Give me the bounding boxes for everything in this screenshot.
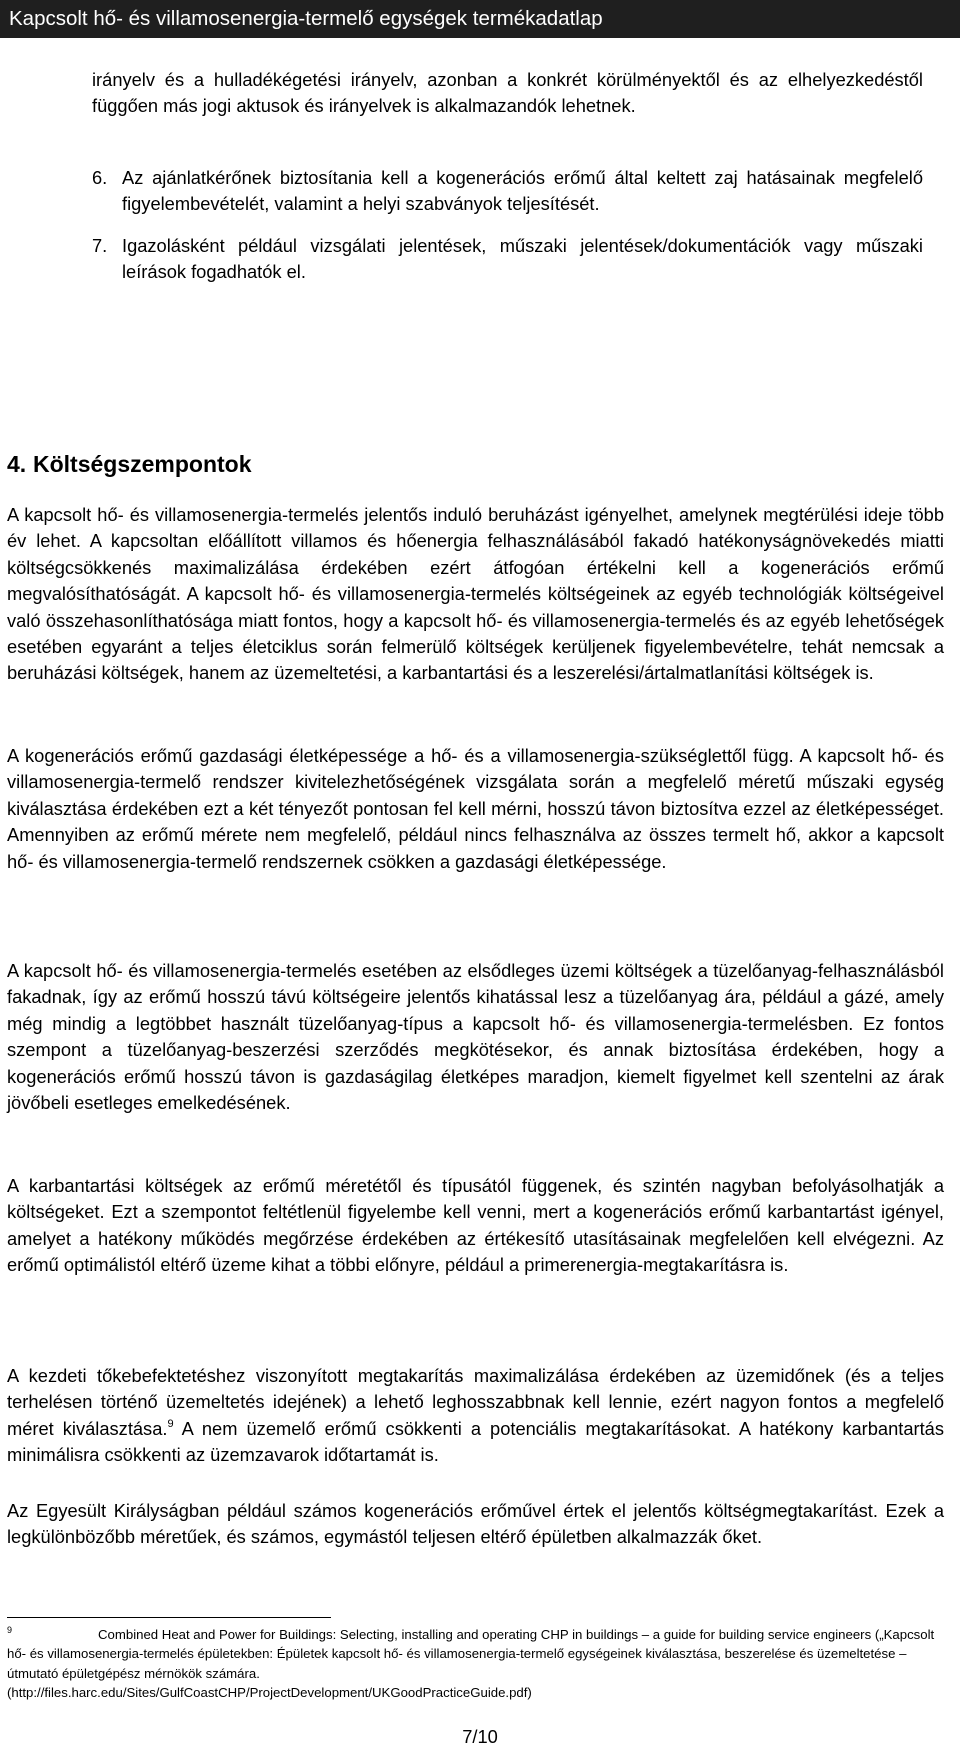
page-number: 7/10 (462, 1726, 498, 1747)
paragraph: Az Egyesült Királyságban például számos kogenerációs erőművel értek el jelentős költségmegtakarítást. Ezek a legkülönbözőbb méretűek, és számos, egymástól teljesen eltérő épületben alkalmazzák őket. (7, 1500, 944, 1548)
paragraph (0, 1363, 960, 1469)
footnote-divider (7, 1617, 331, 1618)
list-item (0, 165, 960, 218)
section-number: 4. (7, 451, 27, 477)
section-title: Költségszempontok (33, 451, 252, 477)
paragraph: A kogenerációs erőmű gazdasági életképessége a hő- és a villamosenergia-szükséglettől függ. A kapcsolt hő- és villamosenergia-termelő rendszer kivitelezhetőségének vizsgálata során a megfelelő méretű műszaki egység kiválasztása érdekében ezt a két tényezőt pontosan fel kell mérni, hosszú távon biztosítva ezzel az életképességet. Amennyiben az erőmű mérete nem megfelelő, például nincs felhasználva az összes termelt hő, akkor a kapcsolt hő- és villamosenergia-termelő rendszernek csökken a gazdasági életképessége. (7, 745, 944, 872)
paragraph: A karbantartási költségek az erőmű méretétől és típusától függenek, és szintén nagyban befolyásolhatják a költségeket. Ezt a szempontot feltétlenül figyelembe kell venni, mert a kogenerációs erőmű karbantartást igényel, amelyet a hatékony működés megőrzése érdekében az értékesítő utasításainak megfelelően kell elvégezni. Az erőmű optimálistól eltérő üzeme kihat a többi előnyre, például a primerenergia-megtakarításra is. (7, 1175, 944, 1276)
paragraph-text: A nem üzemelő erőmű csökkenti a potenciális megtakarításokat. A hatékony karbantartás minimálisra csökkenti az üzemzavarok időtartamát is. (7, 1417, 944, 1466)
list-item-text: Az ajánlatkérőnek biztosítania kell a kogenerációs erőmű által keltett zaj hatásainak megfelelő figyelembevételét, valamint a helyi szabványok teljesítését. (122, 167, 923, 215)
footnote-reference[interactable]: 9 (167, 1417, 174, 1430)
paragraph-text: A kezdeti tőkebefektetéshez viszonyított megtakarítás maximalizálása érdekében az üzemidőnek (és a teljes terhelésen történő üzemeltetés idejének) a lehető leghosszabbnak kell lennie, ezért nagyon fontos a megfelelő méret kiválasztása. (7, 1365, 944, 1439)
list-continuation: irányelv és a hulladékégetési irányelv, azonban a konkrét körülményektől és az elhelyezkedéstől függően más jogi aktusok és irányelvek is alkalmazandók lehetnek. (92, 69, 923, 117)
section-heading (7, 449, 252, 479)
paragraph: A kapcsolt hő- és villamosenergia-termelés esetében az elsődleges üzemi költségek a tüzelőanyag-felhasználásból fakadnak, így az erőmű hosszú távú költségeire jelentős kihatással lesz a tüzelőanyag ára, például a gázé, amely még mindig a legtöbbet használt tüzelőanyag-típus a kapcsolt hő- és villamosenergia-termelésben. Ez fontos szempont a tüzelőanyag-beszerzési szerződés megkötésekor, és annak biztosítása érdekében, hogy a kogenerációs erőmű hosszú távon is gazdaságilag életképes maradjon, kiemelt figyelmet kell szentelni az árak jövőbeli esetleges emelkedésének. (7, 960, 944, 1114)
list-item-text: Igazolásként például vizsgálati jelentések, műszaki jelentések/dokumentációk vagy műszaki leírások fogadhatók el. (122, 235, 923, 283)
footnote-url[interactable]: (http://files.harc.edu/Sites/GulfCoastCHP/ProjectDevelopment/UKGoodPracticeGuide.pdf) (7, 1684, 532, 1700)
list-item-number: 7. (92, 235, 108, 256)
list-item (0, 233, 960, 286)
document-header (0, 0, 960, 38)
paragraph: A kapcsolt hő- és villamosenergia-termelés jelentős induló beruházást igényelhet, amelynek megtérülési ideje több év lehet. A kapcsoltan előállított villamos és hőenergia felhasználásából fakadó hatékonyságnövekedés miatti költségcsökkenés maximalizálása érdekében ezért átfogóan értékelni kell a kogenerációs erőmű megvalósíthatóságát. A kapcsolt hő- és villamosenergia-termelés költségeinek az egyéb technológiák költségeivel való összehasonlíthatósága miatt fontos, hogy a kapcsolt hő- és villamosenergia-termelés és az egyéb lehetőségek esetében egyaránt a teljes életciklus során felmerülő költségek kerüljenek figyelembevételre, tehát nemcsak a beruházási költségek, hanem az üzemeltetési, a karbantartási és a leszerelési/ártalmatlanítási költségek is. (7, 504, 944, 684)
list-item-number: 6. (92, 167, 108, 188)
footnote-text: Combined Heat and Power for Buildings: Selecting, installing and operating CHP in buildings – a guide for building service engineers („Kapcsolt hő- és villamosenergia-termelés épületekben: Épületek kapcsolt hő- és villamosenergia-termelő egységeinek kiválasztása, beszerelése és üzemeltetése – útmutató épületgépész mérnökök számára. (7, 1627, 935, 1681)
footnote (0, 1625, 960, 1702)
footnote-mark: 9 (7, 1625, 13, 1635)
document-title: Kapcsolt hő- és villamosenergia-termelő egységek termékadatlap (9, 7, 603, 30)
